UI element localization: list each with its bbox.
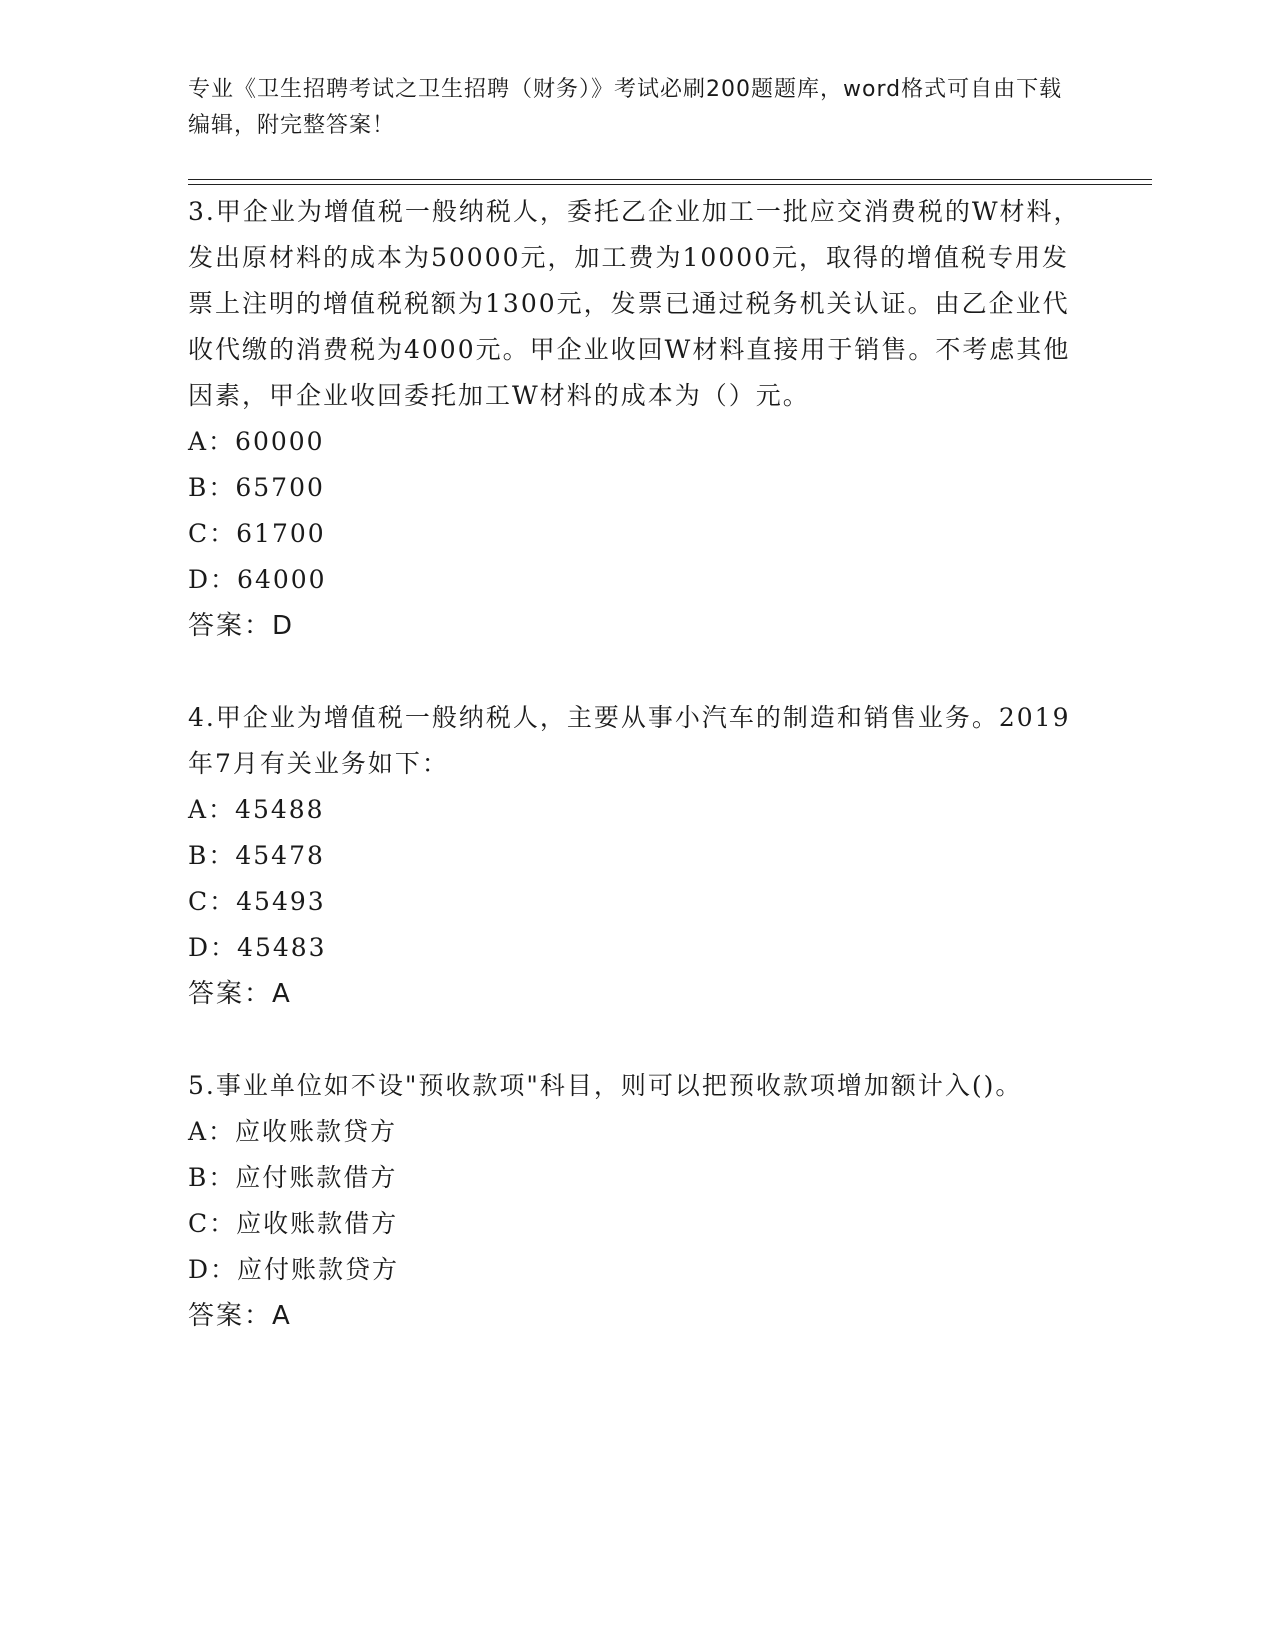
- question-5: [188, 1063, 1088, 1339]
- option-d: D：应付账款贷方: [188, 1255, 400, 1284]
- option-b: B：应付账款借方: [188, 1163, 398, 1192]
- question-text: 3.甲企业为增值税一般纳税人，委托乙企业加工一批应交消费税的W材料，发出原材料的成本为50000元，加工费为10000元，取得的增值税专用发票上注明的增值税税额为1300元，发票已通过税务机关认证。由乙企业代收代缴的消费税为4000元。甲企业收回W材料直接用于销售。不考虑其他因素，甲企业收回委托加工W材料的成本为（）元。: [188, 197, 1081, 410]
- answer-line: 答案：A: [188, 1301, 292, 1331]
- question-text: 5.事业单位如不设"预收款项"科目，则可以把预收款项增加额计入()。: [188, 1071, 1023, 1100]
- option-c: C：45493: [188, 887, 326, 916]
- option-a: A：应收账款贷方: [188, 1117, 398, 1146]
- option-b: B：65700: [188, 473, 325, 502]
- document-header: [188, 72, 1068, 144]
- answer-line: 答案：A: [188, 979, 292, 1009]
- option-d: D：64000: [188, 565, 327, 594]
- question-4: [188, 695, 1088, 1017]
- option-a: A：45488: [188, 795, 325, 824]
- option-c: C：应收账款借方: [188, 1209, 399, 1238]
- question-3: [188, 189, 1088, 649]
- option-b: B：45478: [188, 841, 325, 870]
- header-intro-text: 专业《卫生招聘考试之卫生招聘（财务）》考试必刷200题题库，word格式可自由下载编辑，附完整答案！: [188, 77, 1063, 138]
- answer-line: 答案：D: [188, 611, 295, 641]
- question-spacer: [188, 649, 1088, 695]
- option-d: D：45483: [188, 933, 327, 962]
- header-divider-top: [188, 179, 1152, 180]
- option-a: A：60000: [188, 427, 325, 456]
- question-list: [188, 189, 1088, 1339]
- header-divider-bottom: [188, 184, 1152, 185]
- option-c: C：61700: [188, 519, 326, 548]
- question-spacer: [188, 1017, 1088, 1063]
- question-text: 4.甲企业为增值税一般纳税人，主要从事小汽车的制造和销售业务。2019年7月有关业务如下：: [188, 703, 1071, 778]
